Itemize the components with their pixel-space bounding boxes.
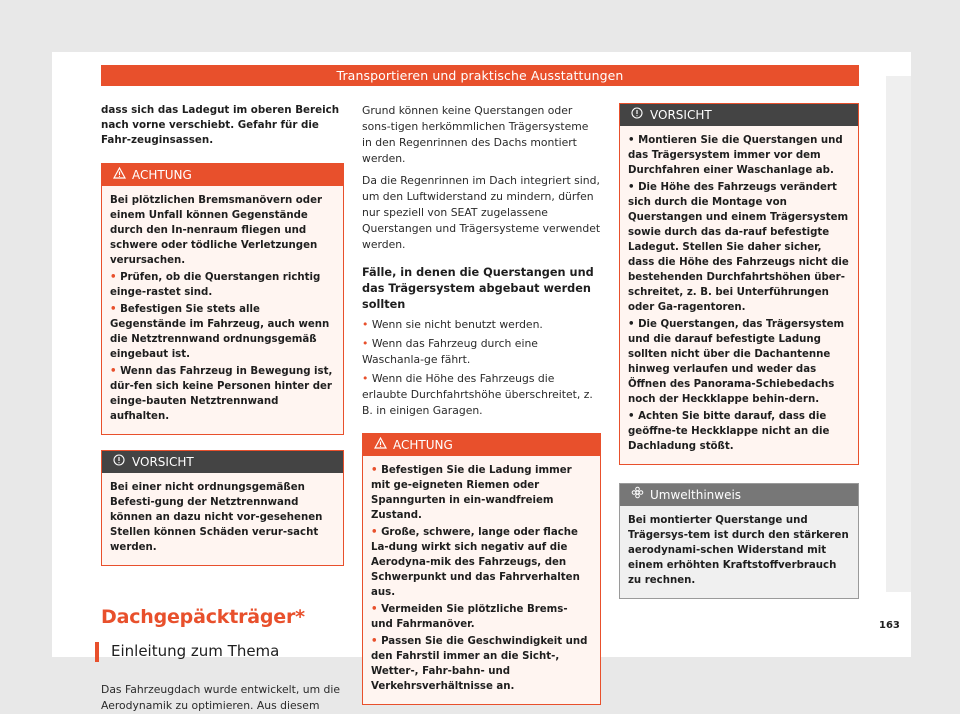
achtung-title: ACHTUNG — [132, 168, 192, 182]
flower-icon — [630, 484, 644, 506]
page-number: 163 — [879, 620, 900, 631]
sub-title: Einleitung zum Thema — [111, 642, 280, 660]
list-item: • Passen Sie die Geschwindigkeit und den Fahrstil immer an die Sicht-, Wetter-, Fahr-bahn- und Verkehrsverhältnisse an. — [371, 636, 588, 692]
intro-text: dass sich das Ladegut im oberen Bereich nach vorne verschiebt. Gefahr für die Fahr-zeuginsassen. — [101, 104, 340, 146]
section-title: Dachgepäckträger* — [101, 606, 305, 628]
subsection-marker — [95, 642, 99, 662]
list-item: • Befestigen Sie stets alle Gegenstände im Fahrzeug, auch wenn die Netztrennwand ordnungsgemäß eingebaut ist. — [110, 304, 330, 360]
vorsicht-title: VORSICHT — [650, 108, 712, 122]
list-item: • Wenn das Fahrzeug in Bewegung ist, dür-fen sich keine Personen hinter der einge-bauten Netztrennwand aufhalten. — [110, 366, 333, 422]
list-item: • Prüfen, ob die Querstangen richtig einge-rastet sind. — [110, 272, 321, 298]
column-3 — [619, 103, 859, 599]
page-edge-strip — [886, 76, 911, 592]
exclamation-circle-icon — [112, 451, 126, 473]
umwelt-title: Umwelthinweis — [650, 488, 742, 502]
list-item: • Befestigen Sie die Ladung immer mit ge-eigneten Riemen oder Spanngurten in ein-wandfreiem Zustand. — [371, 465, 572, 521]
list-item: • Große, schwere, lange oder flache La-dung wirkt sich negativ auf die Aerodyna-mik des Fahrzeugs, den Schwerpunkt und das Fahrverhalten aus. — [371, 527, 580, 598]
achtung-title: ACHTUNG — [393, 438, 453, 452]
list-item: • Montieren Sie die Querstangen und das Trägersystem immer vor dem Durchfahren einer Waschanlage ab. — [628, 135, 843, 176]
list-item: • Die Querstangen, das Trägersystem und die darauf befestigte Ladung sollten nicht über die Dachantenne hinweg verlaufen und weder das Öffnen des Panorama-Schiebedachs noch der Heckklappe behin-dern. — [628, 319, 845, 405]
umwelt-box — [619, 483, 859, 599]
vorsicht-box-1 — [101, 450, 344, 566]
paragraph: Grund können keine Querstangen oder sons-tigen herkömmlichen Trägersysteme in den Regenrinnen des Dachs montiert werden. — [362, 104, 589, 165]
umwelt-header — [620, 484, 858, 506]
list-item: • Wenn das Fahrzeug durch eine Waschanla-ge fährt. — [362, 337, 538, 366]
subsection-heading — [101, 642, 344, 660]
intro-paragraph: Das Fahrzeugdach wurde entwickelt, um die Aerodynamik zu optimieren. Aus diesem — [101, 683, 341, 712]
column-1 — [101, 103, 344, 714]
achtung-text: Bei plötzlichen Bremsmanövern oder einem Unfall können Gegenstände durch den In-nenraum fliegen und schwere oder tödliche Verletzungen verursachen. — [110, 195, 322, 266]
paragraph: Da die Regenrinnen im Dach integriert sind, um den Luftwiderstand zu mindern, dürfen nur speziell von SEAT zugelassene Querstangen und Trägersysteme verwendet werden. — [362, 174, 601, 251]
list-item: • Wenn sie nicht benutzt werden. — [362, 318, 543, 331]
paragraph-heading: Fälle, in denen die Querstangen und das Trägersystem abgebaut werden sollten — [362, 266, 594, 311]
vorsicht-header — [620, 104, 858, 126]
exclamation-circle-icon — [630, 104, 644, 126]
achtung-box-1 — [101, 163, 344, 435]
chapter-header: Transportieren und praktische Ausstattungen — [101, 65, 859, 86]
list-item: • Achten Sie bitte darauf, dass die geöffne-te Heckklappe nicht an die Dachladung stößt. — [628, 411, 830, 452]
list-item: • Die Höhe des Fahrzeugs verändert sich durch die Montage von Querstangen und einem Trägersystem sowie durch das da-rauf befestigte Ladegut. Stellen Sie daher sicher, dass die Höhe des Fahrzeugs nicht die bestehenden Durchfahrtshöhen über-schreitet, z. B. bei Unterführungen oder Ga-ragentoren. — [628, 182, 849, 313]
warning-triangle-icon — [373, 434, 387, 456]
list-item: • Wenn die Höhe des Fahrzeugs die erlaubte Durchfahrtshöhe überschreitet, z. B. in einigen Garagen. — [362, 372, 593, 417]
vorsicht-box-2 — [619, 103, 859, 465]
list-item: • Vermeiden Sie plötzliche Brems- und Fahrmanöver. — [371, 604, 568, 630]
umwelt-text: Bei montierter Querstange und Trägersys-tem ist durch den stärkeren aerodynami-schen Widerstand mit einem erhöhten Kraftstoffverbrauch zu rechnen. — [628, 515, 849, 586]
warning-triangle-icon — [112, 164, 126, 186]
column-2 — [362, 103, 601, 705]
achtung-header — [363, 434, 600, 456]
achtung-header — [102, 164, 343, 186]
achtung-box-2 — [362, 433, 601, 705]
vorsicht-title: VORSICHT — [132, 455, 194, 469]
vorsicht-header — [102, 451, 343, 473]
vorsicht-text: Bei einer nicht ordnungsgemäßen Befesti-gung der Netztrennwand können an dazu nicht vor-gesehenen Stellen können Schäden verur-sacht werden. — [110, 482, 323, 553]
